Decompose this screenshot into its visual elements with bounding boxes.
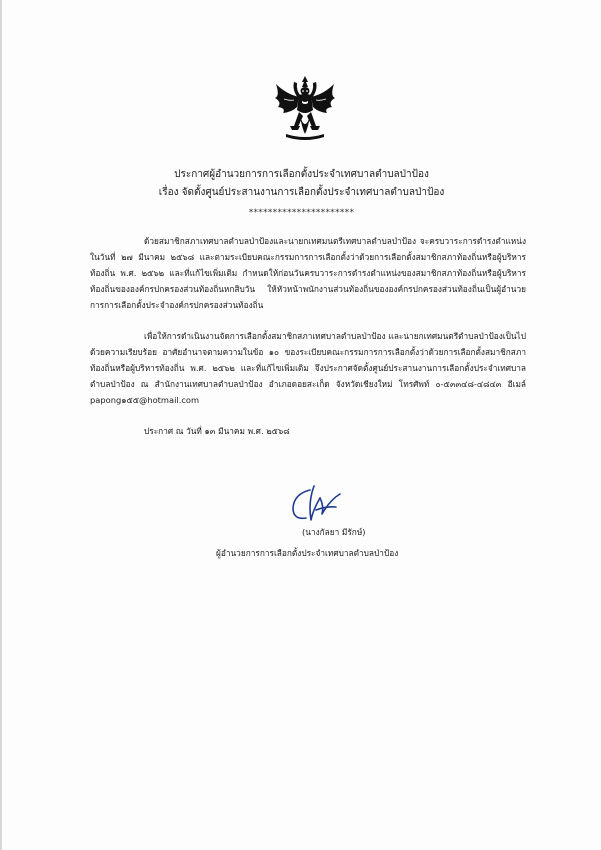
signatory-name: (นางกัลยา มีรักษ์): [302, 527, 366, 537]
paragraph-2: เพื่อให้การดำเนินงานจัดการเลือกตั้งสมาชิกสภาเทศบาลตำบลป่าป้อง และนายกเทศมนตรีตำบลป่าป้องเป็นไปด้วยความเรียบร้อย อาศัยอำนาจตามความในข้อ ๑๐ ของระเบียบคณะกรรมการการเลือกตั้งว่าด้วยการเลือกตั้งสมาชิกสภาท้องถิ่นหรือผู้บริหารท้องถิ่น พ.ศ. ๒๕๖๒ และที่แก้ไขเพิ่มเติม จึงประกาศจัดตั้งศูนย์ประสานงานการเลือกตั้งประจำเทศบาลตำบลป่าป้อง ณ สำนักงานเทศบาลตำบลป่าป้อง อำเภอดอยสะเก็ด จังหวัดเชียงใหม่ โทรศัพท์ ๐-๕๓๓๔๘-๔๘๔๓ อีเมล์ papong๑๕๕@hotmail.com: [90, 331, 526, 405]
announcement-subject: เรื่อง จัดตั้งศูนย์ประสานงานการเลือกตั้งประจำเทศบาลตำบลป่าป้อง: [158, 187, 445, 198]
separator-line: **********************: [248, 208, 355, 218]
announcement-body: [90, 233, 526, 439]
signatory-position: ผู้อำนวยการการเลือกตั้งประจำเทศบาลตำบลป่าป้อง: [216, 548, 399, 558]
announcement-date: ประกาศ ณ วันที่ ๑๓ มีนาคม พ.ศ. ๒๕๖๘: [144, 426, 290, 436]
handwritten-signature-icon: [280, 480, 352, 528]
garuda-emblem-icon: [272, 74, 338, 144]
paragraph-1: ด้วยสมาชิกสภาเทศบาลตำบลป่าป้องและนายกเทศมนตรีเทศบาลตำบลป่าป้อง จะครบวาระการดำรงตำแหน่งในวันที่ ๒๗ มีนาคม ๒๕๖๘ และตามระเบียบคณะกรรมการการเลือกตั้งว่าด้วยการเลือกตั้งสมาชิกสภาท้องถิ่นหรือผู้บริหารท้องถิ่น พ.ศ. ๒๕๖๒ และที่แก้ไขเพิ่มเติม กำหนดให้ก่อนวันครบวาระการดำรงตำแหน่งของสมาชิกสภาท้องถิ่นหรือผู้บริหารท้องถิ่นขององค์กรปกครองส่วนท้องถิ่นหกสิบวัน ให้หัวหน้าพนักงานส่วนท้องถิ่นขององค์กรปกครองส่วนท้องถิ่นเป็นผู้อำนวยการการเลือกตั้งประจำองค์กรปกครองส่วนท้องถิ่น: [90, 236, 526, 310]
announcement-title: ประกาศผู้อำนวยการการเลือกตั้งประจำเทศบาลตำบลป่าป้อง: [174, 169, 429, 180]
